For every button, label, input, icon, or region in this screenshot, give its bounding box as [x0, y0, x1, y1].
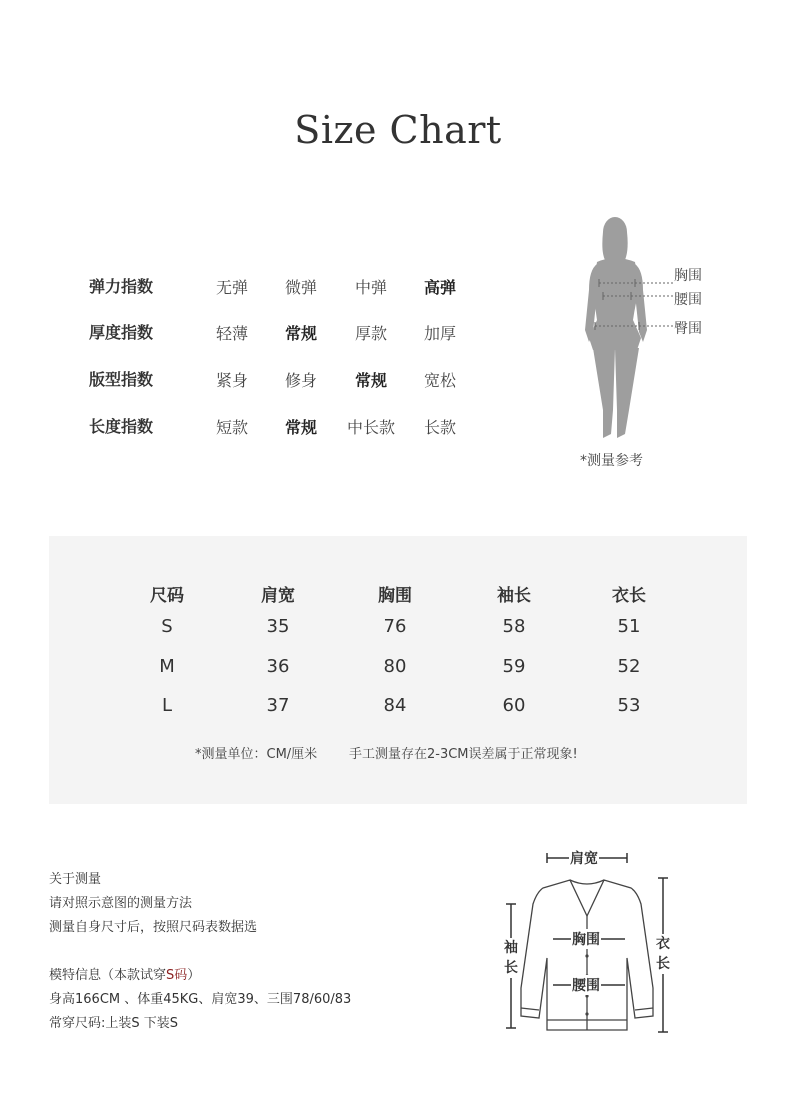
table-header: 胸围	[378, 586, 412, 606]
figure-caption: *测量参考	[580, 453, 643, 469]
index-option: 轻薄	[215, 324, 248, 343]
size-table-panel	[49, 536, 747, 804]
index-option-selected: 常规	[354, 371, 387, 390]
body-figure	[575, 210, 725, 450]
index-option: 紧身	[215, 371, 248, 390]
table-cell: 60	[502, 695, 526, 716]
index-option-selected: 常规	[284, 418, 317, 437]
measure-line-1: 请对照示意图的测量方法	[49, 896, 193, 911]
index-option: 中长款	[346, 418, 395, 437]
garment-label-sleeve: 袖长	[504, 940, 518, 976]
table-header: 衣长	[612, 586, 646, 606]
garment-label-waist: 腰围	[571, 975, 601, 995]
table-cell: 53	[617, 695, 641, 716]
garment-diagram	[495, 838, 685, 1044]
length-index-row	[89, 414, 489, 440]
page-title: Size Chart	[294, 108, 502, 152]
index-option: 宽松	[423, 371, 456, 390]
table-cell: 80	[383, 656, 407, 677]
note-unit: *测量单位：CM/厘米	[195, 747, 318, 762]
table-cell: 52	[617, 656, 641, 677]
table-header: 袖长	[497, 586, 531, 606]
table-cell: M	[159, 656, 175, 677]
measure-line-2: 测量自身尺寸后，按照尺码表数据选	[49, 920, 258, 935]
table-cell: 51	[617, 616, 641, 637]
index-option: 修身	[284, 371, 317, 390]
figure-label-waist: 腰围	[674, 292, 702, 308]
index-option: 厚款	[354, 324, 387, 343]
elasticity-index-row	[89, 274, 489, 300]
table-cell: 84	[383, 695, 407, 716]
garment-label-chest: 胸围	[571, 929, 601, 949]
index-option: 无弹	[215, 278, 248, 297]
body-silhouette-icon	[575, 210, 725, 450]
fit-index-row	[89, 367, 489, 393]
index-option: 短款	[215, 418, 248, 437]
table-header: 肩宽	[261, 586, 295, 606]
table-cell: L	[161, 695, 173, 716]
model-info-title	[49, 964, 200, 983]
model-stats: 身高166CM 、体重45KG、肩宽39、三围78/60/83	[49, 992, 352, 1007]
garment-label-shoulder: 肩宽	[569, 848, 599, 868]
index-label: 长度指数	[89, 417, 154, 436]
index-option-selected: 高弹	[423, 278, 456, 297]
index-option: 长款	[423, 418, 456, 437]
table-cell: 36	[266, 656, 290, 677]
usual-size: 常穿尺码:上装S 下装S	[49, 1016, 179, 1031]
model-size: S码	[166, 968, 188, 983]
table-cell: 59	[502, 656, 526, 677]
figure-label-hip: 臀围	[674, 321, 702, 337]
garment-label-length: 衣长	[656, 936, 670, 972]
index-option: 微弹	[284, 278, 317, 297]
note-error: 手工测量存在2-3CM误差属于正常现象!	[349, 747, 578, 762]
model-title-prefix: 模特信息（本款试穿	[49, 968, 167, 983]
measure-title: 关于测量	[49, 872, 102, 887]
table-header: 尺码	[150, 586, 184, 606]
table-cell: 76	[383, 616, 407, 637]
table-cell: 58	[502, 616, 526, 637]
table-cell: 37	[266, 695, 290, 716]
index-label: 厚度指数	[89, 323, 154, 342]
index-option-selected: 常规	[284, 324, 317, 343]
index-label: 版型指数	[89, 370, 154, 389]
figure-label-chest: 胸围	[674, 268, 702, 284]
index-option: 中弹	[354, 278, 387, 297]
table-cell: S	[161, 616, 173, 637]
index-option: 加厚	[423, 324, 456, 343]
model-title-suffix: ）	[187, 968, 201, 983]
table-cell: 35	[266, 616, 290, 637]
index-label: 弹力指数	[89, 277, 154, 296]
thickness-index-row	[89, 320, 489, 346]
